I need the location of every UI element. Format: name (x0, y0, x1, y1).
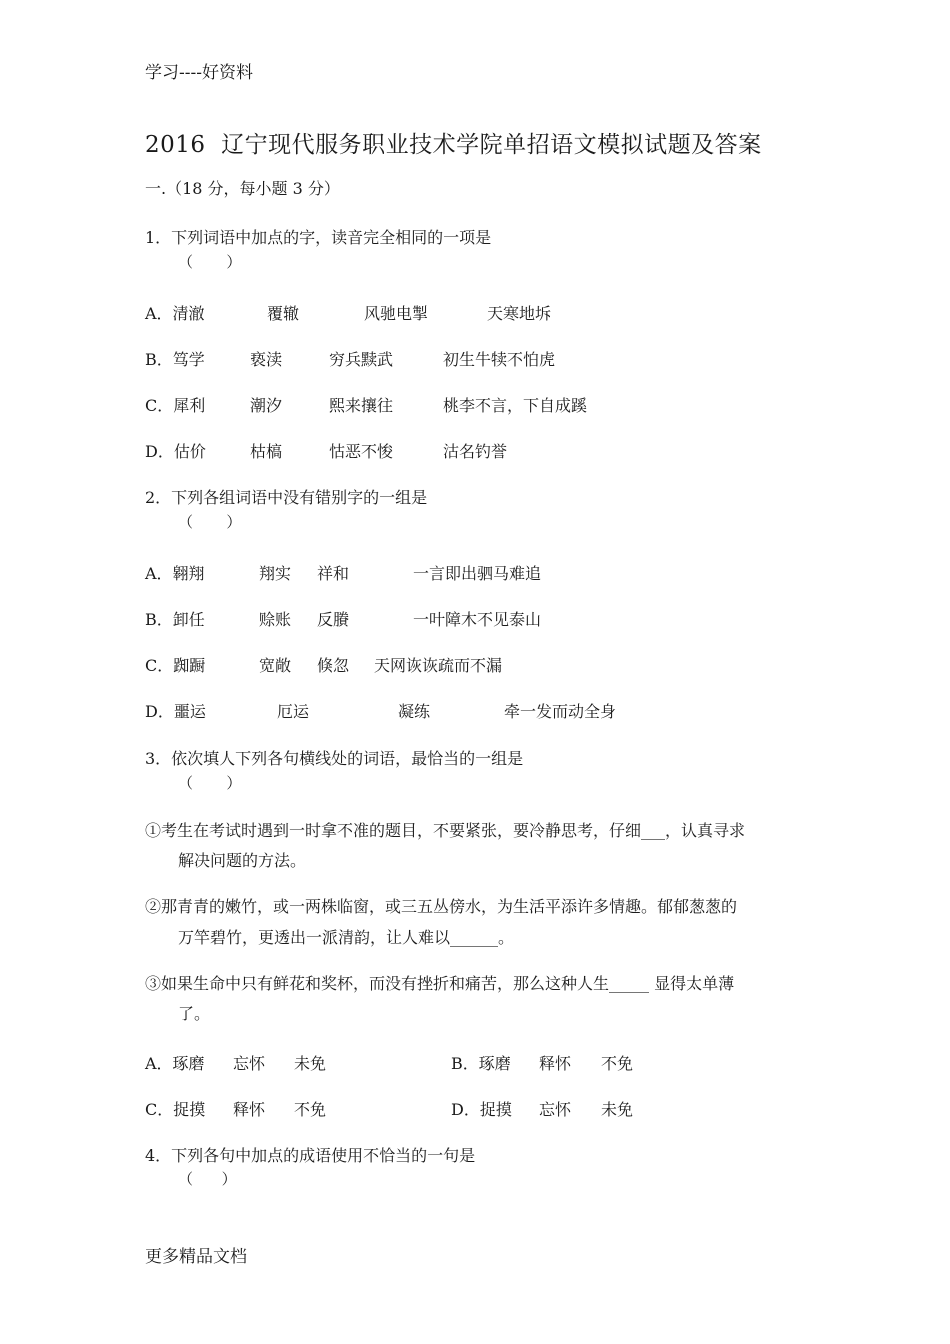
option-word: 翔实 (259, 564, 292, 583)
page-footer: 更多精品文档 (145, 1247, 247, 1267)
option-label: D．噩运 (145, 702, 206, 721)
option-word: 释怀 (539, 1054, 572, 1073)
section-heading: 一.（18 分，每小题 3 分） (145, 179, 340, 198)
sentence-line: ②那青青的嫩竹，或一两株临窗，或三五丛傍水，为生活平添许多情趣。郁郁葱葱的 (145, 897, 738, 916)
option-label: B．卸任 (145, 610, 205, 629)
q2-stem: 2．下列各组词语中没有错别字的一组是 (145, 488, 428, 507)
option-word: 凝练 (398, 702, 431, 721)
page-title: 2016 辽宁现代服务职业技术学院单招语文模拟试题及答案 (145, 132, 762, 158)
option-word: 未免 (601, 1100, 634, 1119)
q1-stem: 1．下列词语中加点的字，读音完全相同的一项是 (145, 228, 492, 247)
q4-stem: 4．下列各句中加点的成语使用不恰当的一句是 (145, 1146, 476, 1165)
option-word: 天网诙诙疏而不漏 (374, 656, 503, 675)
option-word: 释怀 (233, 1100, 266, 1119)
option-label: C．犀利 (145, 396, 206, 415)
page-header: 学习----好资料 (145, 63, 253, 83)
option-word: 祥和 (317, 564, 350, 583)
option-word: 一叶障木不见泰山 (413, 610, 542, 629)
sentence-line: ③如果生命中只有鲜花和奖杯，而没有挫折和痛苦，那么这种人生_____ 显得太单薄 (145, 974, 735, 993)
sentence-line: 万竿碧竹，更透出一派清韵，让人难以______。 (178, 928, 515, 947)
option-word: 一言即出驷马难追 (413, 564, 542, 583)
option-word: 熙来攘往 (329, 396, 394, 415)
option-word: 潮汐 (250, 396, 283, 415)
option-label: D．估价 (145, 442, 206, 461)
option-word: 赊账 (259, 610, 292, 629)
option-label: B．笃学 (145, 350, 205, 369)
option-word: 怙恶不悛 (329, 442, 394, 461)
option-word: 不免 (294, 1100, 327, 1119)
option-word: 厄运 (277, 702, 310, 721)
option-label: B．琢磨 (451, 1054, 511, 1073)
option-label: C．捉摸 (145, 1100, 206, 1119)
option-word: 宽敞 (259, 656, 292, 675)
option-word: 忘怀 (539, 1100, 572, 1119)
q3-stem: 3．依次填人下列各句横线处的词语，最恰当的一组是 (145, 749, 524, 768)
q3-answer-paren: （ ） (178, 774, 242, 792)
option-label: A．清澈 (145, 304, 205, 323)
option-word: 风驰电掣 (364, 304, 429, 323)
option-word: 倏忽 (317, 656, 350, 675)
q4-answer-paren: （ ） (178, 1170, 237, 1188)
option-word: 亵渎 (250, 350, 283, 369)
option-label: D．捉摸 (451, 1100, 512, 1119)
sentence-line: 了。 (178, 1004, 211, 1023)
option-label: C．踟蹰 (145, 656, 206, 675)
sentence-line: ①考生在考试时遇到一时拿不准的题目，不要紧张，要冷静思考，仔细___，认真寻求 (145, 821, 746, 840)
option-label: A．翱翔 (145, 564, 205, 583)
option-word: 穷兵黩武 (329, 350, 394, 369)
option-word: 不免 (601, 1054, 634, 1073)
q2-answer-paren: （ ） (178, 513, 242, 531)
q1-answer-paren: （ ） (178, 253, 242, 271)
option-label: A．琢磨 (145, 1054, 205, 1073)
option-word: 枯槁 (250, 442, 283, 461)
option-word: 天寒地坼 (487, 304, 552, 323)
option-word: 忘怀 (233, 1054, 266, 1073)
option-word: 桃李不言，下自成蹊 (443, 396, 588, 415)
option-word: 牵一发而动全身 (504, 702, 617, 721)
sentence-line: 解决问题的方法。 (178, 851, 307, 870)
option-word: 覆辙 (267, 304, 300, 323)
option-word: 反賸 (317, 610, 350, 629)
option-word: 沽名钓誉 (443, 442, 508, 461)
option-word: 未免 (294, 1054, 327, 1073)
option-word: 初生牛犊不怕虎 (443, 350, 556, 369)
